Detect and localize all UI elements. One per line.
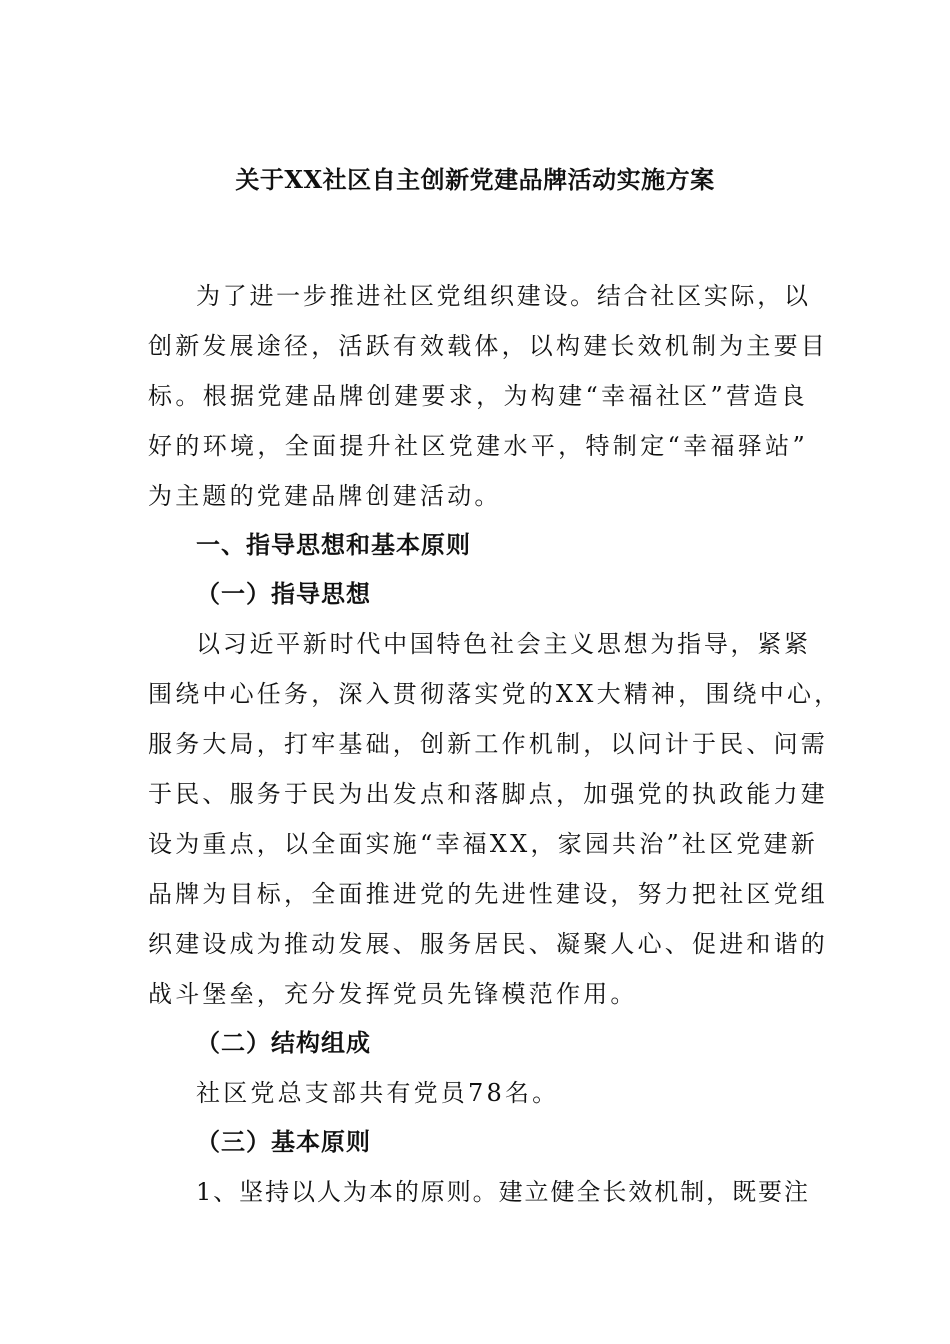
guiding-line-4: 于民、服务于民为出发点和落脚点，加强党的执政能力建	[148, 780, 828, 808]
subsection-heading-principles: （三）基本原则	[196, 1127, 371, 1156]
intro-line-2: 创新发展途径，活跃有效载体，以构建长效机制为主要目	[148, 332, 828, 360]
intro-line-1: 为了进一步推进社区党组织建设。结合社区实际，以	[196, 282, 808, 310]
subsection-heading-guiding-thought: （一）指导思想	[196, 579, 371, 608]
intro-line-3: 标。根据党建品牌创建要求，为构建“幸福社区”营造良	[148, 382, 808, 410]
guiding-line-8: 战斗堡垒，充分发挥党员先锋模范作用。	[148, 980, 638, 1008]
section-heading-1: 一、指导思想和基本原则	[196, 530, 471, 559]
guiding-line-5: 设为重点，以全面实施“幸福XX，家园共治”社区党建新	[148, 830, 818, 858]
guiding-line-6: 品牌为目标，全面推进党的先进性建设，努力把社区党组	[148, 880, 828, 908]
subsection-heading-structure: （二）结构组成	[196, 1028, 371, 1057]
intro-line-4: 好的环境，全面提升社区党建水平，特制定“幸福驿站”	[148, 432, 808, 460]
document-title: 关于XX社区自主创新党建品牌活动实施方案	[235, 165, 715, 194]
guiding-line-3: 服务大局，打牢基础，创新工作机制，以问计于民、问需	[148, 730, 828, 758]
guiding-line-7: 织建设成为推动发展、服务居民、凝聚人心、促进和谐的	[148, 930, 828, 958]
structure-line: 社区党总支部共有党员78名。	[196, 1079, 560, 1107]
guiding-line-2: 围绕中心任务，深入贯彻落实党的XX大精神，围绕中心，	[148, 680, 842, 708]
intro-line-5: 为主题的党建品牌创建活动。	[148, 482, 502, 510]
principles-line-1: 1、坚持以人为本的原则。建立健全长效机制，既要注	[196, 1178, 808, 1206]
guiding-line-1: 以习近平新时代中国特色社会主义思想为指导，紧紧	[196, 630, 808, 658]
